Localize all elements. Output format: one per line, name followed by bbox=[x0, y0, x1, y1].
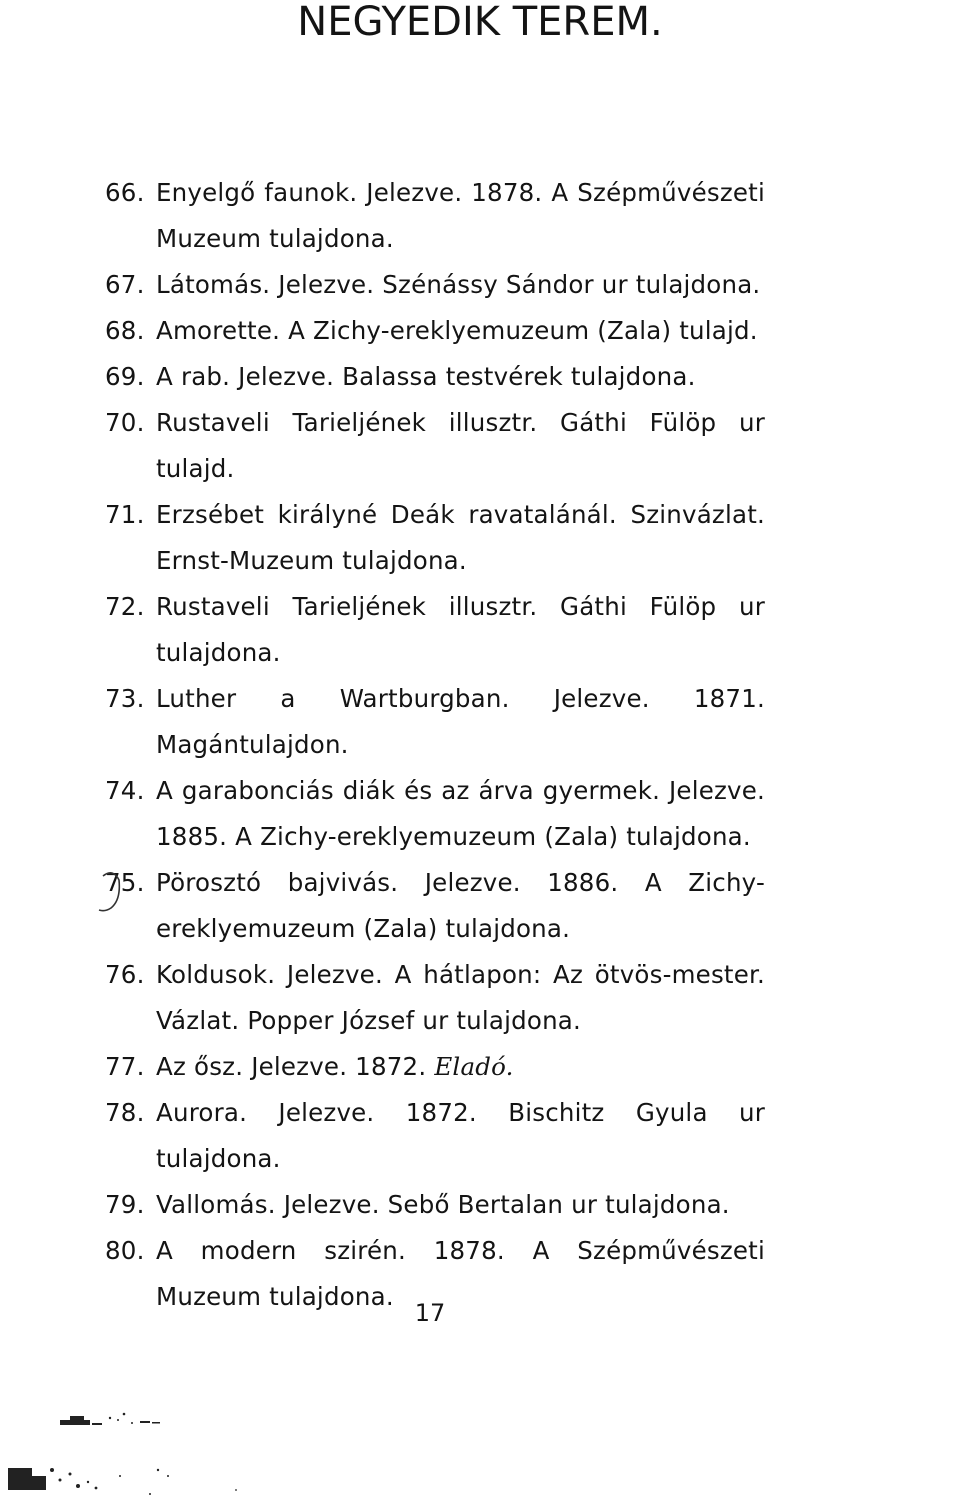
entry-text: Amorette. A Zichy-ereklyemuzeum (Zala) tulajd. bbox=[156, 316, 758, 345]
entry-number: 66. bbox=[105, 178, 145, 207]
entry-number: 79. bbox=[105, 1190, 145, 1219]
catalogue-entry-68 bbox=[105, 308, 765, 354]
entry-text: Rustaveli Tarieljének illusztr. Gáthi Fülöp ur tulajd. bbox=[156, 408, 765, 483]
entry-number: 67. bbox=[105, 270, 145, 299]
entry-text: A rab. Jelezve. Balassa testvérek tulajdona. bbox=[156, 362, 696, 391]
entry-number: 76. bbox=[105, 960, 145, 989]
entry-number: 80. bbox=[105, 1236, 145, 1265]
entry-text: Vallomás. Jelezve. Sebő Bertalan ur tulajdona. bbox=[156, 1190, 730, 1219]
catalogue-entry-79 bbox=[105, 1182, 765, 1228]
entry-text: A garabonciás diák és az árva gyermek. Jelezve. 1885. A Zichy-ereklyemuzeum (Zala) tulajdona. bbox=[156, 776, 765, 851]
entry-text: Koldusok. Jelezve. A hátlapon: Az ötvös-mester. Vázlat. Popper József ur tulajdona. bbox=[156, 960, 765, 1035]
entry-text: Pörosztó bajvivás. Jelezve. 1886. A Zichy-ereklyemuzeum (Zala) tulajdona. bbox=[156, 868, 765, 943]
entry-number: 77. bbox=[105, 1052, 145, 1081]
entry-text: Az ősz. Jelezve. 1872. bbox=[156, 1052, 427, 1081]
entry-number: 74. bbox=[105, 776, 145, 805]
catalogue-entry-74 bbox=[105, 768, 765, 860]
entry-number: 72. bbox=[105, 592, 145, 621]
entry-number: 75. bbox=[105, 868, 145, 897]
entry-text: Rustaveli Tarieljének illusztr. Gáthi Fülöp ur tulajdona. bbox=[156, 592, 765, 667]
page-number: 17 bbox=[414, 1299, 446, 1327]
catalogue-list bbox=[105, 170, 765, 1320]
catalogue-entry-77 bbox=[105, 1044, 765, 1090]
entry-text: Erzsébet királyné Deák ravatalánál. Szinvázlat. Ernst-Muzeum tulajdona. bbox=[156, 500, 765, 575]
catalogue-entry-75 bbox=[105, 860, 765, 952]
catalogue-entry-76 bbox=[105, 952, 765, 1044]
catalogue-entry-69 bbox=[105, 354, 765, 400]
entry-number: 68. bbox=[105, 316, 145, 345]
entry-text: Enyelgő faunok. Jelezve. 1878. A Szépművészeti Muzeum tulajdona. bbox=[156, 178, 765, 253]
catalogue-entry-78 bbox=[105, 1090, 765, 1182]
page-heading: NEGYEDIK TEREM. bbox=[297, 0, 663, 45]
catalogue-entry-72 bbox=[105, 584, 765, 676]
handwritten-circle-mark bbox=[97, 870, 123, 916]
scan-specks-decoration bbox=[0, 1390, 300, 1500]
entry-number: 78. bbox=[105, 1098, 145, 1127]
catalogue-entry-73 bbox=[105, 676, 765, 768]
entry-number: 69. bbox=[105, 362, 145, 391]
catalogue-entry-66 bbox=[105, 170, 765, 262]
entry-note-italic: Eladó. bbox=[434, 1052, 514, 1081]
catalogue-entry-67 bbox=[105, 262, 765, 308]
entry-text: Látomás. Jelezve. Szénássy Sándor ur tulajdona. bbox=[156, 270, 761, 299]
entry-text: Luther a Wartburgban. Jelezve. 1871. Magántulajdon. bbox=[156, 684, 765, 759]
entry-number: 73. bbox=[105, 684, 145, 713]
entry-text: Aurora. Jelezve. 1872. Bischitz Gyula ur tulajdona. bbox=[156, 1098, 765, 1173]
catalogue-entry-70 bbox=[105, 400, 765, 492]
catalogue-entry-71 bbox=[105, 492, 765, 584]
entry-number: 70. bbox=[105, 408, 145, 437]
entry-text: A modern szirén. 1878. A Szépművészeti Muzeum tulajdona. bbox=[156, 1236, 765, 1311]
entry-number: 71. bbox=[105, 500, 145, 529]
